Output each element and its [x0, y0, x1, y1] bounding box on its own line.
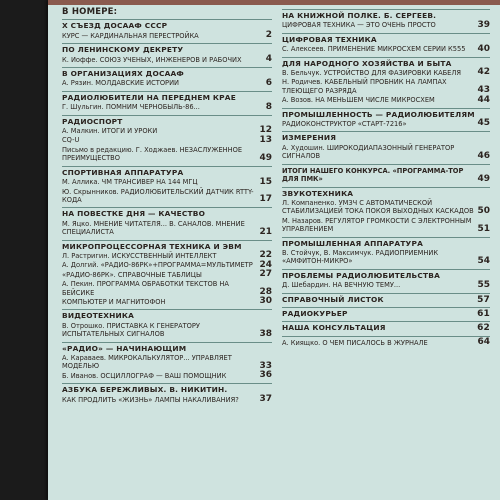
section-heading: ДЛЯ НАРОДНОГО ХОЗЯЙСТВА И БЫТА — [282, 57, 490, 68]
page-number: 46 — [477, 150, 490, 161]
contents-entry — [282, 69, 490, 77]
contents-entry — [62, 298, 272, 306]
entry-author: В. Отрошко. — [62, 320, 105, 330]
page-number: 8 — [265, 101, 272, 112]
section-heading: СПРАВОЧНЫЙ ЛИСТОК 57 — [282, 294, 490, 305]
entry-title: «РАДИО-86РК». СПРАВОЧНЫЕ ТАБЛИЦЫ — [62, 269, 202, 279]
contents-entry — [282, 144, 490, 161]
contents-entry — [282, 281, 490, 289]
section-heading: ЦИФРОВАЯ ТЕХНИКА — [282, 33, 490, 44]
page-number: 4 — [265, 54, 272, 65]
page-number: 40 — [477, 43, 490, 54]
section-heading: ПРОМЫШЛЕННОСТЬ — РАДИОЛЮБИТЕЛЯМ — [282, 108, 490, 119]
entry-author: Ю. Скрынников. — [62, 186, 119, 196]
page-number: 62 — [477, 323, 490, 334]
entry-title: ЧМ ТРАНСИВЕР НА 144 МГЦ — [101, 177, 198, 187]
contents-entry — [62, 56, 272, 64]
section-heading: РАДИОСПОРТ — [62, 115, 272, 126]
page-title: В НОМЕРЕ: — [62, 7, 118, 17]
contents-entry — [62, 188, 272, 205]
entry-title: РАДИОЛЮБИТЕЛЬСКИЙ ДАТЧИК RTTY-КОДА — [62, 186, 254, 204]
contents-entry — [62, 79, 272, 87]
contents-entry — [282, 249, 490, 266]
page-number: 36 — [259, 370, 272, 381]
section-heading: РАДИОЛЮБИТЕЛИ НА ПЕРЕДНЕМ КРАЕ — [62, 91, 272, 102]
entry-title: ИТОГИ И УРОКИ — [101, 126, 158, 136]
section-heading: НАША КОНСУЛЬТАЦИЯ 62 — [282, 323, 490, 334]
page-number: 22 — [259, 250, 272, 261]
page-number: 37 — [259, 394, 272, 405]
section-heading: ПО ЛЕНИНСКОМУ ДЕКРЕТУ — [62, 43, 272, 54]
entry-title: НА МЕНЬШЕМ ЧИСЛЕ МИКРОСХЕМ — [315, 95, 435, 105]
entry-author: А. Киящко. — [282, 337, 321, 347]
page-number: 45 — [477, 118, 490, 129]
contents-entry — [282, 45, 490, 53]
entry-author: Г. Шульгин. — [62, 102, 104, 112]
contents-entry — [62, 322, 272, 339]
entry-author: М. Яцко. — [62, 218, 92, 228]
page-number: 43 — [477, 85, 490, 96]
page-number: 38 — [259, 328, 272, 339]
section-heading: «РАДИО» — НАЧИНАЮЩИМ — [62, 342, 272, 353]
entry-title: ПРИСТАВКА К ГЕНЕРАТОРУ ИСПЫТАТЕЛЬНЫХ СИГНАЛОВ — [62, 320, 200, 339]
contents-entry — [62, 220, 272, 237]
entry-author: А. Рязин. — [62, 78, 94, 88]
contents-entry — [62, 396, 272, 404]
page-number: 42 — [477, 67, 490, 78]
entry-author: В. Стойчук, В. Максимчук. — [282, 247, 374, 257]
section-heading: ВИДЕОТЕХНИКА — [62, 309, 272, 320]
page-number: 12 — [259, 125, 272, 136]
entry-title: ИТОГИ НАШЕГО КОНКУРСА. «ПРОГРАММА-ТОР ДЛЯ ПМК» — [282, 165, 464, 184]
entry-title: НЕЗАСЛУЖЕННОЕ ПРЕИМУЩЕСТВО — [62, 144, 243, 163]
contents-left-column — [62, 6, 272, 404]
page-number: 64 — [477, 337, 490, 348]
contents-entry — [62, 103, 272, 111]
entry-title: CQ-U — [62, 135, 80, 145]
entry-title: УСТРОЙСТВО ДЛЯ ФАЗИРОВКИ КАБЕЛЯ — [323, 68, 462, 78]
entry-author: Л. Растригин. — [62, 250, 110, 260]
contents-entry — [282, 96, 490, 104]
page-number: 6 — [265, 77, 272, 88]
entry-author: К. Иоффе. — [62, 54, 98, 64]
section-heading: СПОРТИВНАЯ АППАРАТУРА — [62, 166, 272, 177]
contents-entry — [282, 78, 490, 95]
entry-title: ЦИФРОВАЯ ТЕХНИКА — ЭТО ОЧЕНЬ ПРОСТО — [282, 20, 436, 30]
contents-entry — [62, 178, 272, 186]
entry-title: РАДИОПРИЕМНИК «АМФИТОН-МИКРО» — [282, 247, 439, 266]
entry-title: ПРОГРАММА ОБРАБОТКИ ТЕКСТОВ НА БЕЙСИКЕ — [62, 279, 229, 297]
contents-entry — [282, 164, 490, 184]
entry-title: МНЕНИЕ ЧИТАТЕЛЯ... В. САНАЛОВ. МНЕНИЕ СПЕЦИАЛИСТА — [62, 218, 245, 237]
contents-entry — [282, 120, 490, 128]
contents-entry — [62, 32, 272, 40]
entry-title: ПРИМЕНЕНИЕ МИКРОСХЕМ СЕРИИ К555 — [327, 44, 466, 54]
page-number: 61 — [477, 308, 490, 319]
entry-author: Б. Иванов. — [62, 370, 99, 380]
page-number: 57 — [477, 294, 490, 305]
entry-title: КУРС — КАРДИНАЛЬНАЯ ПЕРЕСТРОЙКА — [62, 30, 199, 40]
entry-author: А. Малкин. — [62, 126, 100, 136]
entry-author: А. Пекин. — [62, 279, 95, 289]
contents-right-column — [282, 6, 490, 347]
page-number: 55 — [477, 279, 490, 290]
entry-author: А. Долгий. — [62, 260, 99, 270]
section-heading: АЗБУКА БЕРЕЖЛИВЫХ. В. НИКИТИН. — [62, 383, 272, 394]
entry-author: Н. Родичев. — [282, 77, 323, 87]
page-number: 21 — [259, 226, 272, 237]
page-number: 51 — [477, 223, 490, 234]
entry-title: КАК ПРОДЛИТЬ «ЖИЗНЬ» ЛАМПЫ НАКАЛИВАНИЯ? — [62, 394, 239, 404]
entry-author: Д. Шебардин. — [282, 280, 331, 290]
entry-title: ПОМНИМ ЧЕРНОБЫЛЬ-86... — [105, 102, 200, 112]
entry-author: А. Возов. — [282, 95, 314, 105]
page-number: 24 — [259, 259, 272, 270]
contents-entry — [282, 199, 490, 216]
section-heading: В ОРГАНИЗАЦИЯХ ДОСААФ — [62, 67, 272, 78]
section-heading: МИКРОПРОЦЕССОРНАЯ ТЕХНИКА И ЭВМ — [62, 240, 272, 251]
entry-author: А. Худошин. — [282, 142, 325, 152]
contents-entry — [62, 271, 272, 279]
page-number: 33 — [259, 360, 272, 371]
section-heading: РАДИОКУРЬЕР 61 — [282, 308, 490, 319]
entry-title: ИСКУССТВЕННЫЙ ИНТЕЛЛЕКТ — [111, 250, 217, 260]
entry-title: МОЛДАВСКИЕ ИСТОРИИ — [95, 78, 180, 88]
entry-title: УМЗЧ С АВТОМАТИЧЕСКОЙ СТАБИЛИЗАЦИЕЙ ТОКА ПОКОЯ ВЫХОДНЫХ КАСКАДОВ — [282, 197, 474, 216]
entry-author: В. Бельчук. — [282, 68, 322, 78]
page-number: 50 — [477, 205, 490, 216]
section-heading: ПРОБЛЕМЫ РАДИОЛЮБИТЕЛЬСТВА — [282, 269, 490, 280]
entry-author: А. Караваев. — [62, 353, 106, 362]
page-number: 17 — [259, 194, 272, 205]
page-number: 49 — [259, 152, 272, 163]
page-number: 28 — [259, 286, 272, 297]
entry-title: ШИРОКОДИАПАЗОННЫЙ ГЕНЕРАТОР СИГНАЛОВ — [282, 142, 455, 161]
page-number: 27 — [259, 269, 272, 280]
entry-author: М. Назаров. — [282, 215, 323, 225]
page-number: 15 — [259, 176, 272, 187]
contents-entry — [62, 252, 272, 260]
entry-title: ОСЦИЛЛОГРАФ — ВАШ ПОМОЩНИК — [100, 370, 227, 380]
entry-title: СОЮЗ УЧЕНЫХ, ИНЖЕНЕРОВ И РАБОЧИХ — [99, 54, 242, 64]
section-heading: ЗВУКОТЕХНИКА — [282, 187, 490, 198]
contents-entry — [62, 261, 272, 269]
section-heading: ПРОМЫШЛЕННАЯ АППАРАТУРА — [282, 237, 490, 248]
section-heading: Х СЪЕЗД ДОСААФ СССР — [62, 19, 272, 30]
entry-title: «РАДИО-86РК»+ПРОГРАММА=МУЛЬТИМЕТР — [100, 260, 253, 270]
contents-entry — [62, 136, 272, 144]
entry-author: С. Алексеев. — [282, 44, 326, 54]
contents-entry — [62, 127, 272, 135]
section-heading: НА ПОВЕСТКЕ ДНЯ — КАЧЕСТВО — [62, 207, 272, 218]
top-color-band — [48, 0, 500, 5]
contents-entry — [282, 21, 490, 29]
entry-author: Письмо в редакцию. Г. Ходжаев. — [62, 144, 178, 154]
entry-author: Л. Компаненко. — [282, 197, 337, 207]
contents-entry — [62, 354, 272, 371]
entry-author: М. Аллика. — [62, 177, 100, 187]
page-number: 30 — [259, 296, 272, 307]
entry-title: РАДИОКОНСТРУКТОР «СТАРТ-7216» — [282, 119, 407, 129]
entry-title: МИКРОКАЛЬКУЛЯТОР... УПРАВЛЯЕТ МОДЕЛЬЮ — [62, 353, 232, 371]
contents-entry — [62, 372, 272, 380]
page-number: 2 — [265, 30, 272, 41]
entry-title: НА ВЕЧНУЮ ТЕМУ... — [332, 280, 401, 290]
entry-title: РЕГУЛЯТОР ГРОМКОСТИ С ЭЛЕКТРОННЫМ УПРАВЛЕНИЕМ — [282, 215, 472, 234]
section-heading: ИЗМЕРЕНИЯ — [282, 131, 490, 142]
page-number: 49 — [477, 173, 490, 184]
page-number: 39 — [477, 19, 490, 30]
page-number: 44 — [477, 94, 490, 105]
entry-title: КОМПЬЮТЕР И МАГНИТОФОН — [62, 296, 166, 306]
entry-title: О ЧЕМ ПИСАЛОСЬ В ЖУРНАЛЕ — [322, 337, 428, 347]
contents-entry — [62, 280, 272, 297]
contents-entry — [282, 336, 490, 347]
contents-entry — [62, 146, 272, 163]
page-number: 13 — [259, 134, 272, 145]
contents-entry — [282, 217, 490, 234]
section-heading: НА КНИЖНОЙ ПОЛКЕ. Б. СЕРГЕЕВ. — [282, 9, 490, 20]
page-number: 54 — [477, 255, 490, 266]
entry-title: КАБЕЛЬНЫЙ ПРОБНИК НА ЛАМПАХ ТЛЕЮЩЕГО РАЗРЯДА — [282, 77, 447, 95]
